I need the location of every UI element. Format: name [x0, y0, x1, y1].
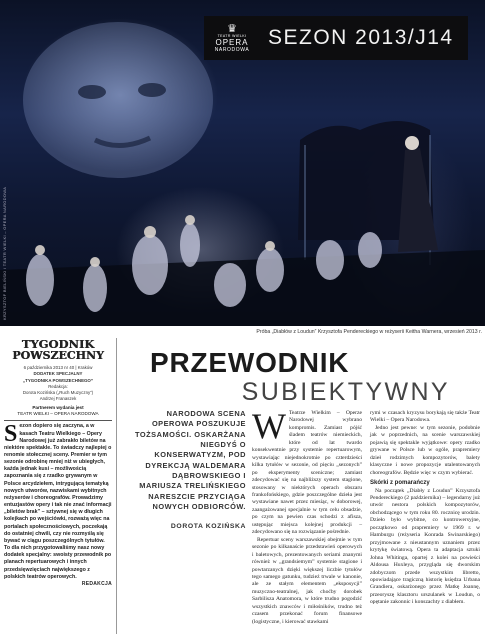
column-divider — [116, 338, 117, 634]
masthead-line-1: TYGODNIK — [21, 337, 95, 351]
article-paragraph: Na początek „Diabły z Loudun” Krzysztofa Pendereckiego (2 października) – legendarny już utwór nestora polskich kompozytorów, obchodzącego w tym roku 80. rocznicę urodzin. Dzieło było wybitne, co kontrowersyjne, początkowo od prapremiery w 1969 r. w Hamburgu (reżyseria Konrada Swinarskiego) przyjmowane z nieustannym uznaniem przez krytykę światową. Opera ta adaptacja sztuki Johna Whitinga, opartej z kolei na powieści Aldousa Huxleya, przygląda się dworskim zdobyczom przede wszystkim libretto, opowiadające tragiczną historię księdza Urbana Grandiera, oskarżonego przez Matkę Joannę, przeoryszę klasztoru urszulanek w Loudun, o opętanie zakonnic i konszachty z diabłem. — [370, 487, 480, 606]
logo-top-text: TEATR WIELKI — [217, 33, 247, 38]
divider — [4, 420, 112, 421]
headline — [150, 348, 470, 406]
article-column-1 — [252, 406, 362, 626]
season-title: SEZON 2013/J14 — [268, 26, 454, 49]
edition-line: Redakcja: — [48, 383, 68, 389]
sidebar — [4, 338, 112, 588]
editorial-signature: REDAKCJA — [81, 580, 112, 587]
edition-line: DODATEK SPECJALNY — [33, 371, 83, 377]
partner-label: Partnerem wydania jest — [32, 404, 84, 410]
headline-line-2: SUBIEKTYWNY — [241, 378, 450, 406]
article-text: Teatrze Wielkim – Operze Narodowej wybrano kompromis. Zamiast pójść śladem teatrów niemieckich, które od lat twardo konsekwentnie przy systemie repertuarowym, wystawiając niejednokrotnie po czterdzieści kilka tytułów w sezonie, od pięciu „sezonych” po eksperymenty sceniczne; zamiast zdecydować się na najbliższy system stagione, stosowany w niektórych operach obszaru frankofońskiego, gdzie poszczególne dzieła jest wystawiane nawet przez miesiąc, w doborowej, zaangażowanej specjalnie w tym celu obsadzie, po czym na pewien czas schodzi z afisza, ustępując miejsca kolejnej produkcji – zdecydowano się na rozwiązanie pośrednie. — [252, 410, 362, 536]
lead — [132, 409, 246, 533]
lead-text: NARODOWA SCENA OPEROWA POSZUKUJE TOŻSAMOŚCI. OSKARŻANA NIEGDYŚ O KONSERWATYZM, POD DYREKCJĄ WALDEMARA DĄBROWSKIEGO I MARIUSZA TRELIŃSKIEGO NARESZCIE PRZYCIĄGA NOWYCH ODBIORCÓW. — [135, 409, 246, 512]
author: DOROTA KOZIŃSKA — [170, 523, 246, 531]
partner-info — [4, 405, 112, 418]
partner-name: TEATR WIELKI – OPERA NARODOWA — [17, 411, 99, 417]
editorial-note — [4, 423, 112, 588]
article-paragraph: rymi w czasach kryzysu borykają się także Teatr Wielki – Opera Narodowa. — [370, 410, 480, 424]
article-subheading: Skórki z pomarańczy — [370, 480, 430, 487]
season-banner — [204, 16, 468, 60]
crown-icon: ♛ — [227, 22, 237, 35]
drop-cap: S — [4, 421, 18, 448]
masthead-line-2: POWSZECHNY — [12, 349, 104, 362]
masthead — [4, 338, 112, 362]
edition-line: „TYGODNIKA POWSZECHNEGO” — [22, 377, 94, 383]
opera-logo — [204, 16, 260, 60]
headline-line-1: PRZEWODNIK — [150, 347, 350, 378]
drop-cap: W — [252, 406, 286, 446]
photo-caption: Próba „Diabłów z Loudun” Krzysztofa Pendereckiego w reżyserii Keitha Warnera, wrzesień 2013 r. — [256, 329, 482, 335]
photo-credit: KRZYSZTOF BIELIŃSKI / TEATR WIELKI – OPERA NARODOWA — [2, 186, 7, 320]
article-column-2 — [370, 410, 480, 607]
logo-name-2: NARODOWA — [214, 46, 250, 53]
editorial-text: ezon dopiero się zaczyna, a w kasach Teatru Wielkiego – Opery Narodowej już zabrakło biletów na niektóre spektakle. To świadczy najlepiej o renomie stołecznej sceny. Premier w tym sezonie odrobinę mniej niż w ubiegłych, każda jednak kusi – możliwością zapoznania się z rzadko grywanym w Polsce arcydziełem, intrygującą tematyką nowych utworów, nazwiskami wybitnych reżyserów i choreografów. Prowadzimy entuzjastów opery i tak nie znać informacji „biletów brak” – sztywnej się w długich kolejkach po wejściówki, rozważą więc na portalach społecznościowych, poczekają do ostatniej chwili, czy nie rozmyślą się bywać w ciągu poszczególnych tytułów. To dla nich przygotowaliśmy nasz nowy dodatek specjalny: swoisty przewodnik po planach repertuarowych i innych przedsięwzięciach największego z polskich teatrów operowych. — [4, 423, 112, 580]
article-paragraph — [252, 406, 362, 537]
edition-line: 6 października 2013 nr 40 | Kraków — [23, 365, 93, 370]
edition-line: Dorota Kozińska („Ruch Muzyczny”) — [22, 390, 94, 396]
article-paragraph: Repertuar sceny warszawskiej obejmie w tym sezonie po kilkanaście przedstawień operowych i baletowych, prezentowanych seriami znanymi również w „grandsiemym” systemie stagione i powtarzanych dzięki większej liczbie tytułów tego samego gatunku, tudzież trwale w kanonie, ale ze stałym elementem „eksposycji” muzyczno-teatralnej, jak choćby dorobek Sarbilisza Anatomora, w które trudno pogodzić wszystkich znawców i miłośników, trudno też czasem przekonać forum finansowe (logistyczne, i kierować stawkami — [252, 536, 362, 625]
article-paragraph: Jedno jest pewne: w tym sezonie, podobnie jak w poprzednich, na scenie warszawskiej pojawią się spektakle wyjątkowe: opery rzadko grywane w Polsce lub w ogóle, prapremiery dzieł rodzimych kompozytorów, balety klasyczne i nowe propozycje utalentowanych choreografów. Będzie więc w czym wybierać. — [370, 424, 480, 476]
edition-line: Andrzej Franaszek — [39, 396, 77, 402]
edition-info — [4, 365, 112, 403]
logo-name: OPERA — [215, 37, 249, 47]
